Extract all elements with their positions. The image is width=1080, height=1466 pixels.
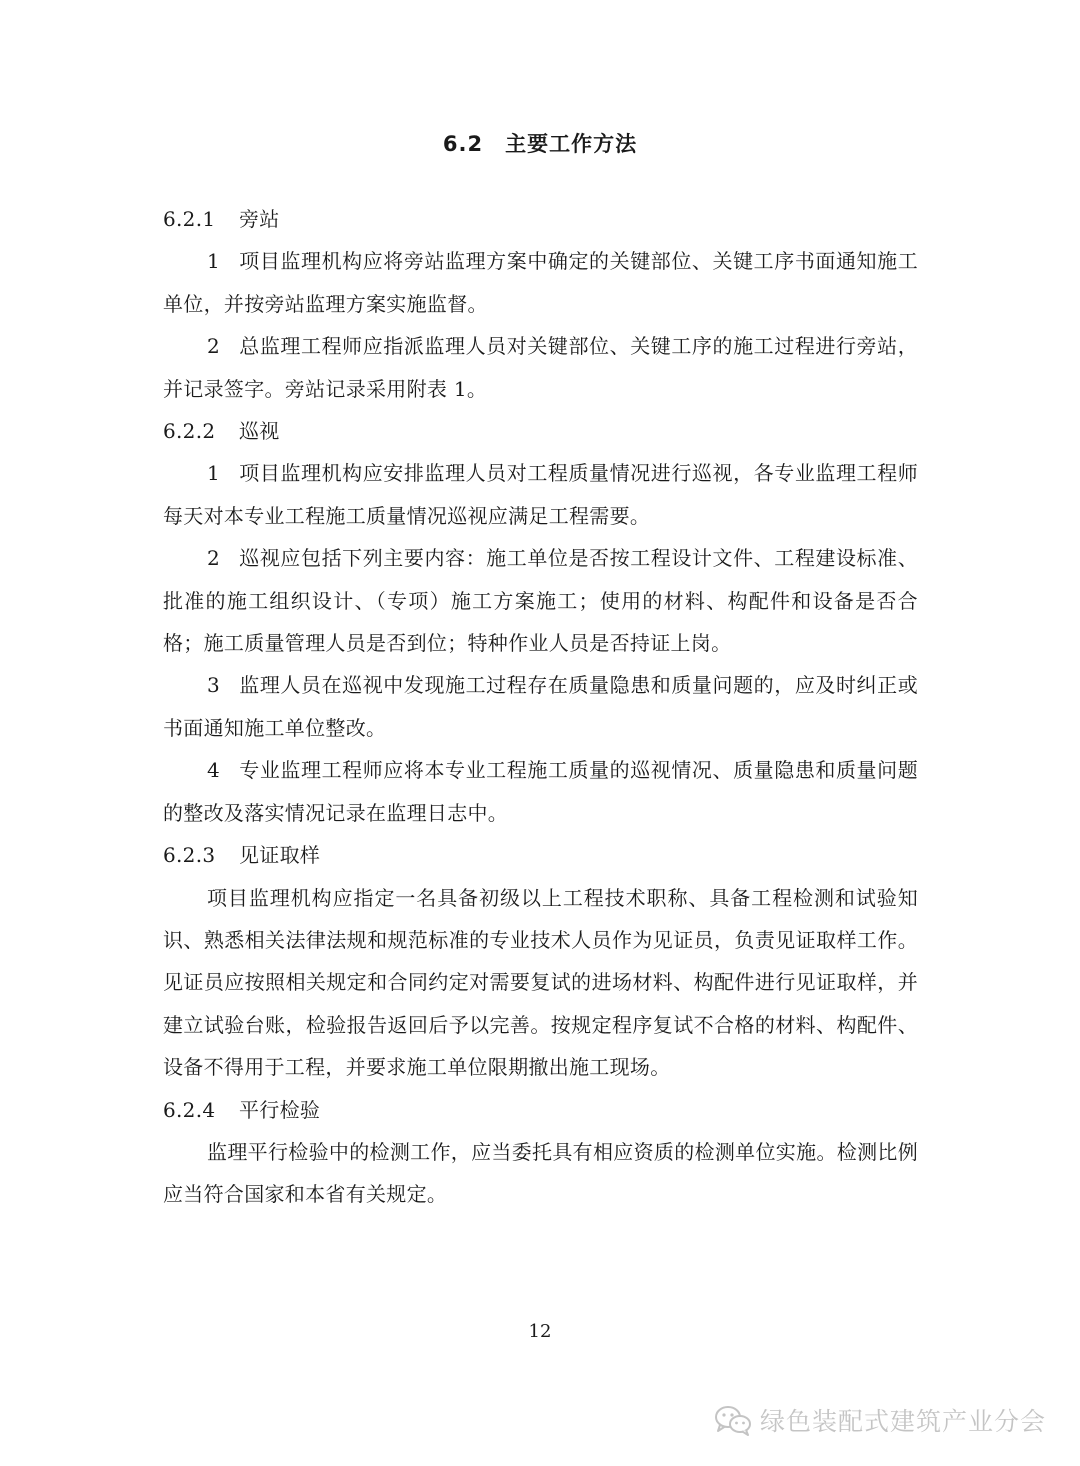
section-title bbox=[0, 126, 1080, 162]
item-number: 3 bbox=[207, 673, 221, 698]
subsection-title: 巡视 bbox=[239, 419, 280, 444]
item-text: 巡视应包括下列主要内容：施工单位是否按工程设计文件、工程建设标准、批准的施工组织设计、（专项）施工方案施工；使用的材料、构配件和设备是否合格；施工质量管理人员是否到位；特种作业人员是否持证上岗。 bbox=[163, 546, 918, 656]
subsection-heading-6-2-4 bbox=[163, 1089, 918, 1131]
watermark-text: 绿色装配式建筑产业分会 bbox=[759, 1407, 1046, 1436]
subsection-number: 6.2.2 bbox=[163, 419, 216, 444]
item-number: 4 bbox=[207, 758, 221, 783]
section-number: 6.2 bbox=[442, 132, 484, 156]
list-item bbox=[163, 749, 918, 834]
list-item bbox=[163, 537, 918, 664]
item-text: 专业监理工程师应将本专业工程施工质量的巡视情况、质量隐患和质量问题的整改及落实情况记录在监理日志中。 bbox=[163, 758, 918, 825]
item-number: 1 bbox=[207, 461, 221, 486]
list-item bbox=[163, 664, 918, 749]
item-text: 总监理工程师应指派监理人员对关键部位、关键工序的施工过程进行旁站，并记录签字。旁站记录采用附表 1。 bbox=[163, 334, 918, 401]
subsection-number: 6.2.3 bbox=[163, 843, 216, 868]
item-number: 2 bbox=[207, 334, 221, 359]
subsection-heading-6-2-2 bbox=[163, 410, 918, 452]
item-text: 项目监理机构应安排监理人员对工程质量情况进行巡视，各专业监理工程师每天对本专业工程施工质量情况巡视应满足工程需要。 bbox=[163, 461, 918, 528]
wechat-icon bbox=[714, 1404, 752, 1436]
list-item bbox=[163, 325, 918, 410]
item-number: 2 bbox=[207, 546, 221, 571]
paragraph: 监理平行检验中的检测工作，应当委托具有相应资质的检测单位实施。检测比例应当符合国家和本省有关规定。 bbox=[163, 1139, 918, 1207]
paragraph: 项目监理机构应指定一名具备初级以上工程技术职称、具备工程检测和试验知识、熟悉相关法律法规和规范标准的专业技术人员作为见证员，负责见证取样工作。见证员应按照相关规定和合同约定对需要复试的进场材料、构配件进行见证取样，并建立试验台账，检验报告返回后予以完善。按规定程序复试不合格的材料、构配件、设备不得用于工程，并要求施工单位限期撤出施工现场。 bbox=[163, 885, 918, 1080]
section-title-text: 主要工作方法 bbox=[505, 132, 638, 156]
subsection-heading-6-2-1 bbox=[163, 198, 918, 240]
item-text: 项目监理机构应将旁站监理方案中确定的关键部位、关键工序书面通知施工单位，并按旁站监理方案实施监督。 bbox=[163, 249, 918, 316]
item-number: 1 bbox=[207, 249, 221, 274]
list-item bbox=[163, 452, 918, 537]
item-text: 监理人员在巡视中发现施工过程存在质量隐患和质量问题的，应及时纠正或书面通知施工单位整改。 bbox=[163, 673, 918, 740]
document-body bbox=[163, 198, 918, 1216]
subsection-heading-6-2-3 bbox=[163, 834, 918, 876]
subsection-title: 见证取样 bbox=[239, 843, 321, 868]
subsection-number: 6.2.1 bbox=[163, 207, 216, 231]
list-item bbox=[163, 240, 918, 325]
subsection-title: 平行检验 bbox=[239, 1097, 321, 1122]
page-number: 12 bbox=[528, 1321, 552, 1342]
subsection-title: 旁站 bbox=[239, 207, 280, 231]
watermark bbox=[714, 1400, 1046, 1440]
subsection-number: 6.2.4 bbox=[163, 1097, 216, 1122]
